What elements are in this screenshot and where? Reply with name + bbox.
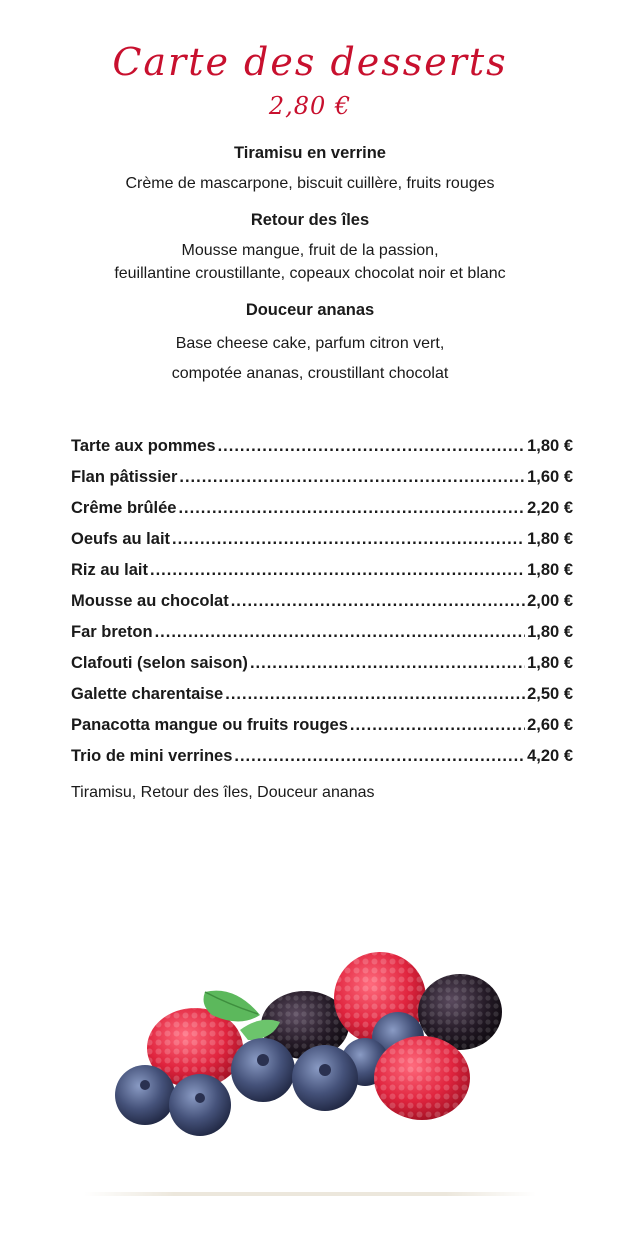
menu-item-price: 1,80 €	[527, 530, 573, 548]
menu-item-price: 2,60 €	[527, 716, 573, 734]
menu-row	[71, 499, 573, 530]
menu-item-name: Clafouti (selon saison)	[71, 654, 248, 672]
menu-item-price: 1,60 €	[527, 468, 573, 486]
menu-row	[71, 468, 573, 499]
dot-leader	[150, 561, 525, 580]
menu-item-name: Crême brûlée	[71, 499, 177, 517]
menu-row	[71, 437, 573, 468]
menu-item-name: Riz au lait	[71, 561, 149, 579]
menu-row	[71, 716, 573, 747]
menu-item-name: Trio de mini verrines	[71, 747, 233, 765]
berries-fruit-image	[100, 930, 520, 1150]
dessert-price-list	[71, 437, 573, 802]
featured-item-desc: feuillantine croustillante, copeaux chocolat noir et blanc	[114, 265, 506, 282]
dot-leader	[231, 592, 525, 611]
menu-item-price: 1,80 €	[527, 623, 573, 641]
menu-item-name: Oeufs au lait	[71, 530, 171, 548]
featured-item-desc: Base cheese cake, parfum citron vert,	[175, 335, 445, 352]
featured-item	[0, 209, 620, 285]
dot-leader	[225, 685, 525, 704]
featured-desserts	[0, 142, 620, 403]
dot-leader	[178, 499, 525, 518]
menu-row	[71, 561, 573, 592]
featured-item-name: Retour des îles	[250, 211, 370, 229]
menu-item-name: Tarte aux pommes	[71, 437, 216, 455]
menu-item-price: 1,80 €	[527, 654, 573, 672]
menu-item-price: 2,20 €	[527, 499, 573, 517]
menu-row	[71, 530, 573, 561]
menu-row	[71, 654, 573, 685]
menu-item-name: Galette charentaise	[71, 685, 224, 703]
featured-item-name: Douceur ananas	[245, 301, 375, 319]
menu-title: Carte des desserts	[112, 40, 508, 84]
menu-row	[71, 623, 573, 654]
dot-leader	[250, 654, 525, 673]
menu-row	[71, 685, 573, 716]
menu-item-name: Flan pâtissier	[71, 468, 178, 486]
menu-item-price: 1,80 €	[527, 561, 573, 579]
dot-leader	[234, 747, 525, 766]
dot-leader	[179, 468, 525, 487]
menu-row	[71, 592, 573, 623]
dot-leader	[172, 530, 525, 549]
dot-leader	[350, 716, 525, 735]
featured-item-name: Tiramisu en verrine	[234, 144, 386, 162]
featured-item-desc: Mousse mangue, fruit de la passion,	[181, 242, 439, 259]
menu-row	[71, 747, 573, 778]
dot-leader	[155, 623, 526, 642]
menu-item-price: 2,50 €	[527, 685, 573, 703]
menu-item-price: 2,00 €	[527, 592, 573, 610]
featured-price: 2,80 €	[268, 92, 352, 120]
dot-leader	[218, 437, 526, 456]
featured-item	[0, 299, 620, 389]
menu-item-price: 4,20 €	[527, 747, 573, 765]
bottom-shadow	[84, 1192, 536, 1196]
trio-note: Tiramisu, Retour des îles, Douceur ananas	[71, 784, 375, 801]
featured-item	[0, 142, 620, 195]
menu-item-name: Panacotta mangue ou fruits rouges	[71, 716, 348, 734]
menu-item-price: 1,80 €	[527, 437, 573, 455]
menu-item-name: Mousse au chocolat	[71, 592, 229, 610]
menu-item-name: Far breton	[71, 623, 153, 641]
featured-item-desc: Crème de mascarpone, biscuit cuillère, fruits rouges	[125, 175, 495, 192]
featured-item-desc: compotée ananas, croustillant chocolat	[171, 365, 449, 382]
